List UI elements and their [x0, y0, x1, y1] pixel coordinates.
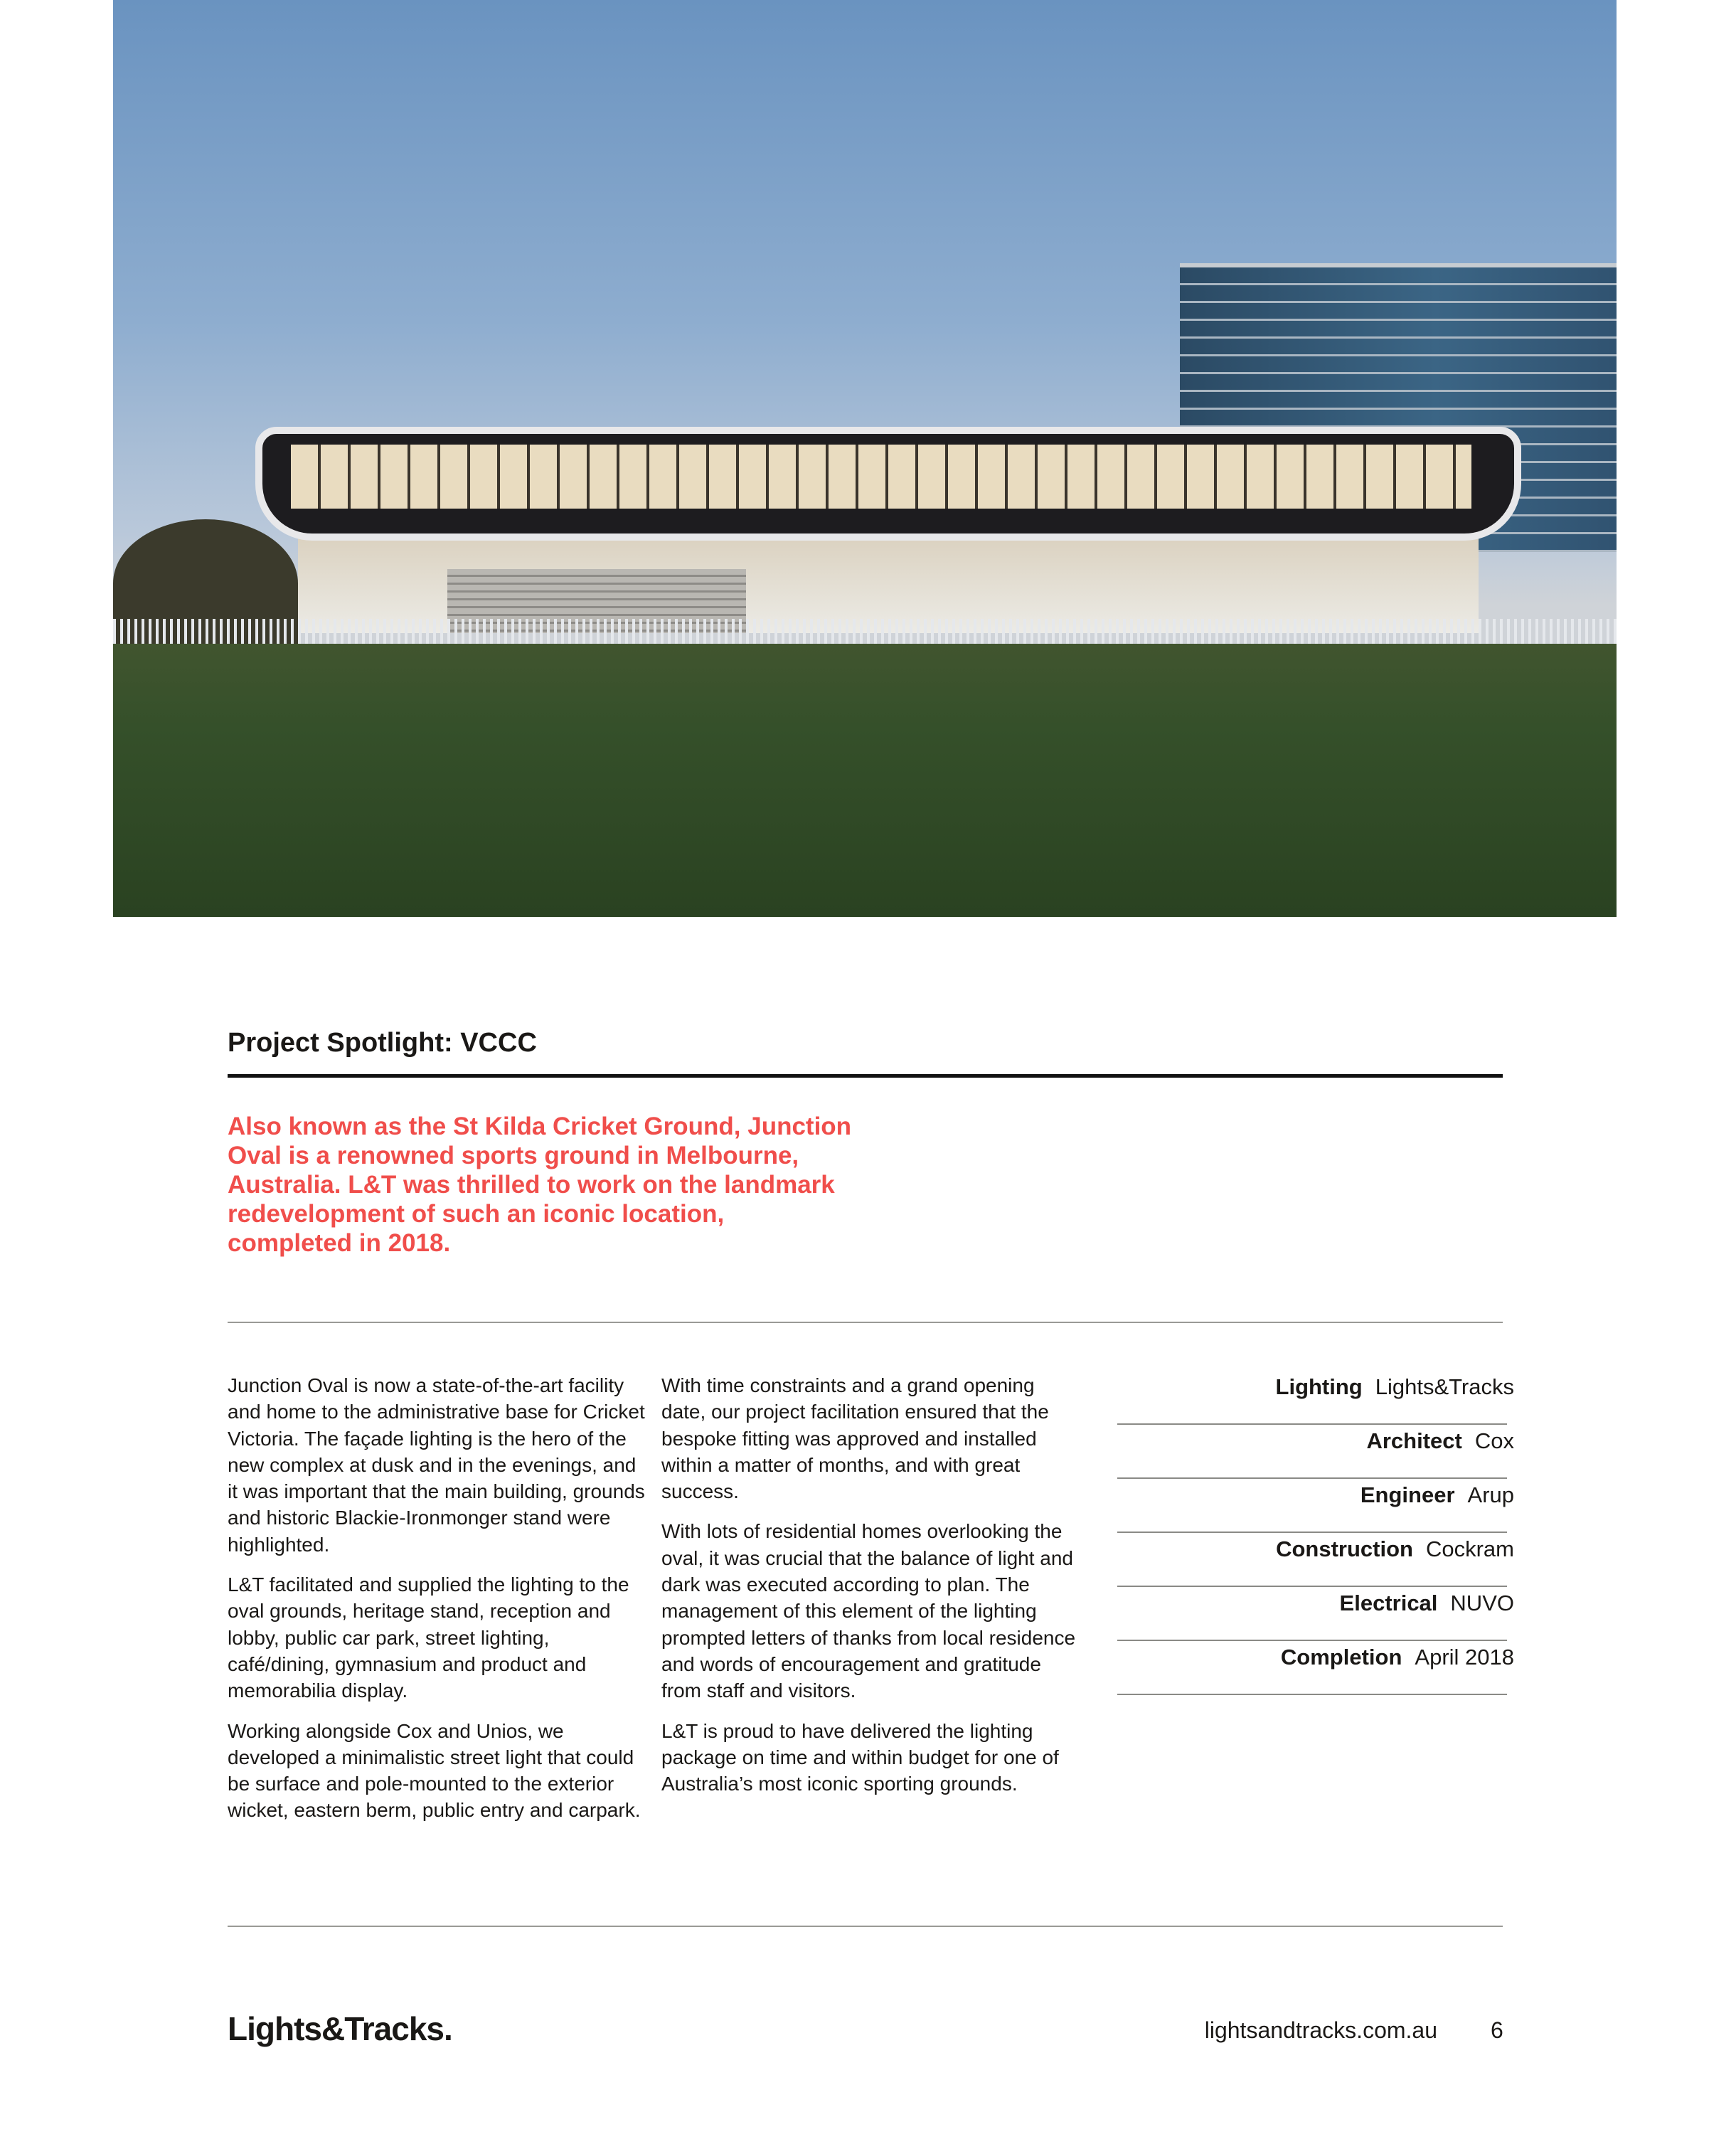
- body-paragraph: Working alongside Cox and Unios, we developed a minimalistic street light that could be surface and pole-mounted to the exterior wicket, eastern berm, public entry and carpark.: [228, 1719, 641, 1822]
- credit-label: Electrical: [1339, 1591, 1438, 1615]
- body-column-2: [661, 1372, 1081, 1810]
- photo-picket-fence: [113, 619, 1617, 644]
- credit-value: NUVO: [1450, 1591, 1514, 1615]
- credit-row: [1117, 1534, 1514, 1587]
- page-number: 6: [1491, 2017, 1503, 2043]
- body-paragraph: With lots of residential homes overlooking the oval, it was crucial that the balance of light and dark was executed according to plan. The management of this element of the lighting prompted letters of thanks from local residence and words of encouragement and gratitude from staff and visitors.: [661, 1520, 1076, 1702]
- credit-label: Engineer: [1360, 1482, 1455, 1507]
- photo-oval-grass: [113, 644, 1617, 917]
- website-link[interactable]: lightsandtracks.com.au: [1204, 2017, 1437, 2043]
- credit-value: Arup: [1467, 1482, 1514, 1507]
- credit-label: Lighting: [1275, 1374, 1363, 1399]
- credit-value: Lights&Tracks: [1375, 1374, 1514, 1399]
- body-paragraph: L&T facilitated and supplied the lighting to the oval grounds, heritage stand, reception and lobby, public car park, street lighting, café/dining, gymnasium and product and memorabilia display.: [228, 1573, 629, 1702]
- credit-row: [1117, 1588, 1514, 1641]
- credit-row: [1117, 1480, 1514, 1533]
- body-paragraph: L&T is proud to have delivered the lighting package on time and within budget for one of Australia’s most iconic sporting grounds.: [661, 1719, 1059, 1795]
- title-divider: [228, 1074, 1503, 1078]
- body-column-1: [228, 1372, 647, 1837]
- divider: [228, 1322, 1503, 1323]
- credit-row: [1117, 1372, 1514, 1425]
- credit-label: Construction: [1276, 1536, 1413, 1561]
- credit-row: [1117, 1642, 1514, 1695]
- credit-label: Architect: [1366, 1428, 1462, 1453]
- project-credits: [1117, 1372, 1514, 1697]
- credit-label: Completion: [1280, 1645, 1402, 1669]
- page-title: Project Spotlight: VCCC: [228, 1028, 537, 1058]
- footer-divider: [228, 1926, 1503, 1927]
- lead-paragraph: Also known as the St Kilda Cricket Ground, Junction Oval is a renowned sports ground in Melbourne, Australia. L&T was thrilled to work on the landmark redevelopment of such an iconic location, completed in 2018.: [228, 1113, 852, 1257]
- brand-logo: Lights&Tracks.: [228, 2010, 452, 2047]
- credit-row: [1117, 1426, 1514, 1479]
- body-paragraph: Junction Oval is now a state-of-the-art facility and home to the administrative base for Cricket Victoria. The façade lighting is the hero of the new complex at dusk and in the evenings, and it was important that the main building, grounds and historic Blackie-Ironmonger stand were highlighted.: [228, 1374, 645, 1556]
- credit-value: Cox: [1474, 1428, 1514, 1453]
- hero-photo: [113, 0, 1617, 917]
- credit-value: Cockram: [1425, 1536, 1514, 1561]
- credit-value: April 2018: [1415, 1645, 1514, 1669]
- photo-building-windows: [291, 445, 1471, 509]
- body-paragraph: With time constraints and a grand opening date, our project facilitation ensured that the bespoke fitting was approved and installed within a matter of months, and with great success.: [661, 1374, 1049, 1503]
